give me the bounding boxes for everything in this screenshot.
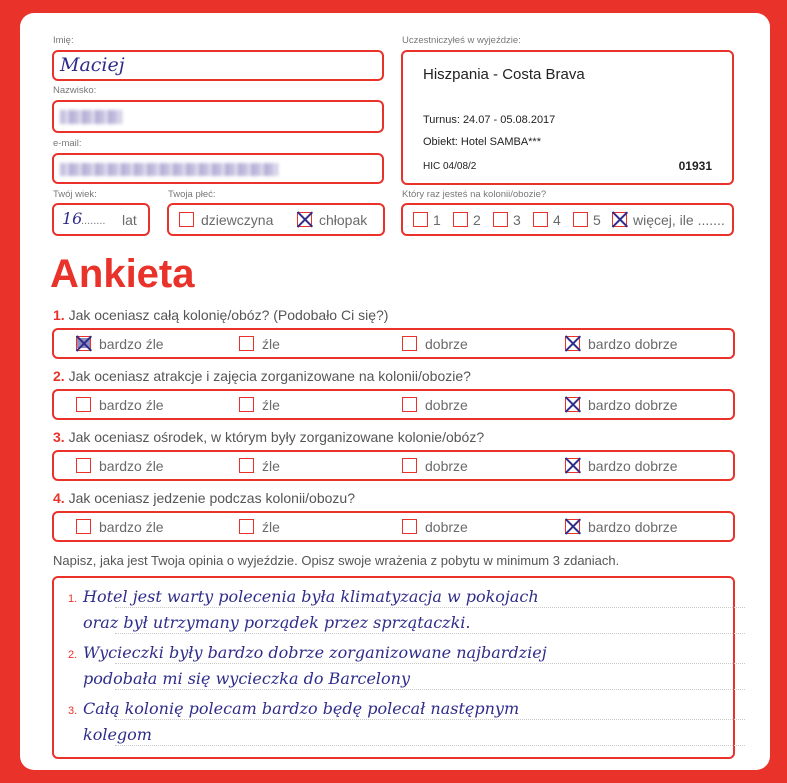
answer-checkbox[interactable] xyxy=(239,336,254,351)
age-dots: ........ xyxy=(81,215,106,227)
check-mark-icon xyxy=(564,396,581,413)
age-value: 16 xyxy=(62,209,83,228)
times-checkbox-3[interactable] xyxy=(493,212,508,227)
opinion-prompt: Napisz, jaka jest Twoja opinia o wyjeździe. Opisz swoje wrażenia z pobytu w minimum 3 zdaniach. xyxy=(53,553,620,568)
question-number: 4. xyxy=(53,490,65,506)
question-label: Jak oceniasz atrakcje i zajęcia zorganizowane na kolonii/obozie? xyxy=(68,368,471,384)
answer-checkbox[interactable] xyxy=(239,519,254,534)
handwritten-line: Hotel jest warty polecenia była klimatyzacja w pokojach xyxy=(83,587,539,606)
check-mark-icon xyxy=(296,211,313,228)
gender-checkbox-female[interactable] xyxy=(179,212,194,227)
answer-option-label: bardzo dobrze xyxy=(588,458,678,474)
answer-option-label: źle xyxy=(262,336,280,352)
question-text xyxy=(53,490,355,506)
times-field xyxy=(401,203,734,236)
last-name-field[interactable] xyxy=(52,100,384,133)
age-label: Twój wiek: xyxy=(53,189,97,200)
question-number: 3. xyxy=(53,429,65,445)
answer-row xyxy=(52,389,735,420)
answer-option-label: bardzo dobrze xyxy=(588,397,678,413)
trip-number: 01931 xyxy=(678,159,712,173)
gender-label: Twoja płeć: xyxy=(168,189,216,200)
handwritten-line: Wycieczki były bardzo dobrze zorganizowane najbardziej xyxy=(83,643,547,662)
answer-checkbox[interactable] xyxy=(402,458,417,473)
first-name-value: Maciej xyxy=(60,54,125,76)
times-checkbox-5[interactable] xyxy=(573,212,588,227)
writing-line xyxy=(115,689,745,690)
gender-option-male: chłopak xyxy=(319,212,368,228)
answer-checkbox[interactable] xyxy=(76,458,91,473)
question-text xyxy=(53,368,471,384)
trip-turnus: Turnus: 24.07 - 05.08.2017 xyxy=(423,114,556,126)
answer-option-label: dobrze xyxy=(425,397,468,413)
answer-option-label: bardzo źle xyxy=(99,458,164,474)
answer-row xyxy=(52,450,735,481)
redacted-last-name xyxy=(60,110,122,124)
trip-destination: Hiszpania - Costa Brava xyxy=(423,66,585,83)
times-option-more: więcej, ile ....... xyxy=(633,212,725,228)
times-checkbox-4[interactable] xyxy=(533,212,548,227)
times-option-5: 5 xyxy=(593,212,601,228)
check-mark-icon xyxy=(564,335,581,352)
answer-option-label: bardzo źle xyxy=(99,519,164,535)
answer-option-label: bardzo dobrze xyxy=(588,336,678,352)
check-mark-icon xyxy=(564,457,581,474)
question-label: Jak oceniasz jedzenie podczas kolonii/obozu? xyxy=(68,490,355,506)
answer-checkbox[interactable] xyxy=(76,519,91,534)
email-label: e-mail: xyxy=(53,138,82,149)
opinion-line-number: 1. xyxy=(68,593,78,605)
answer-option-label: dobrze xyxy=(425,519,468,535)
first-name-label: Imię: xyxy=(53,35,74,46)
times-checkbox-1[interactable] xyxy=(413,212,428,227)
times-option-4: 4 xyxy=(553,212,561,228)
answer-checkbox[interactable] xyxy=(239,458,254,473)
times-checkbox-2[interactable] xyxy=(453,212,468,227)
opinion-line-number: 2. xyxy=(68,649,78,661)
writing-line xyxy=(115,719,745,720)
answer-checkbox[interactable] xyxy=(402,519,417,534)
writing-line xyxy=(115,745,745,746)
writing-line xyxy=(115,633,745,634)
answer-option-label: bardzo źle xyxy=(99,336,164,352)
survey-sheet xyxy=(20,13,770,770)
trip-hotel: Obiekt: Hotel SAMBA*** xyxy=(423,136,541,148)
answer-checkbox[interactable] xyxy=(402,397,417,412)
check-mark-icon xyxy=(564,518,581,535)
handwritten-line: oraz był utrzymany porządek przez sprzątaczki. xyxy=(83,613,471,632)
email-field[interactable] xyxy=(52,153,384,184)
answer-checkbox[interactable] xyxy=(76,397,91,412)
scribble-icon xyxy=(77,338,90,348)
answer-option-label: źle xyxy=(262,458,280,474)
last-name-label: Nazwisko: xyxy=(53,85,97,96)
question-label: Jak oceniasz całą kolonię/obóz? (Podobało Ci się?) xyxy=(68,307,389,323)
check-mark-icon xyxy=(611,211,628,228)
page-title: Ankieta xyxy=(50,252,195,296)
redacted-email xyxy=(60,163,278,176)
question-label: Jak oceniasz ośrodek, w którym były zorganizowane kolonie/obóz? xyxy=(68,429,485,445)
answer-option-label: dobrze xyxy=(425,336,468,352)
answer-option-label: bardzo dobrze xyxy=(588,519,678,535)
question-text xyxy=(53,307,388,323)
trip-label: Uczestniczyłeś w wyjeździe: xyxy=(402,35,521,46)
question-number: 2. xyxy=(53,368,65,384)
gender-option-female: dziewczyna xyxy=(201,212,274,228)
times-option-3: 3 xyxy=(513,212,521,228)
question-number: 1. xyxy=(53,307,65,323)
question-text xyxy=(53,429,484,445)
answer-option-label: dobrze xyxy=(425,458,468,474)
answer-option-label: źle xyxy=(262,519,280,535)
first-name-field[interactable] xyxy=(52,50,384,81)
age-unit: lat xyxy=(122,212,137,228)
opinion-line-number: 3. xyxy=(68,705,78,717)
writing-line xyxy=(115,607,745,608)
trip-box xyxy=(401,50,734,185)
handwritten-line: Całą kolonię polecam bardzo będę polecał następnym xyxy=(83,699,520,718)
handwritten-line: podobała mi się wycieczka do Barcelony xyxy=(83,669,411,688)
answer-row xyxy=(52,328,735,359)
age-field[interactable] xyxy=(52,203,150,236)
gender-field xyxy=(167,203,385,236)
answer-option-label: bardzo źle xyxy=(99,397,164,413)
writing-line xyxy=(115,663,745,664)
handwritten-line: kolegom xyxy=(83,725,152,744)
answer-option-label: źle xyxy=(262,397,280,413)
times-option-1: 1 xyxy=(433,212,441,228)
answer-checkbox[interactable] xyxy=(239,397,254,412)
answer-row xyxy=(52,511,735,542)
answer-checkbox[interactable] xyxy=(402,336,417,351)
times-option-2: 2 xyxy=(473,212,481,228)
trip-code: HIC 04/08/2 xyxy=(423,161,477,172)
times-label: Który raz jesteś na kolonii/obozie? xyxy=(402,189,547,200)
